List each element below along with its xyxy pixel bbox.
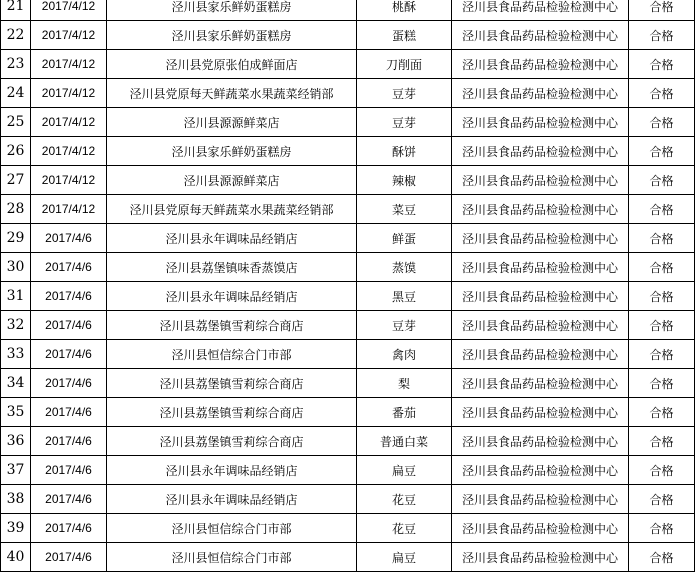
date-cell: 2017/4/12: [31, 166, 107, 195]
result-cell: 合格: [629, 398, 695, 427]
testing-agency-cell: 泾川县食品药品检验检测中心: [452, 21, 629, 50]
date-cell: 2017/4/6: [31, 369, 107, 398]
table-row: [1, 543, 695, 572]
result-cell: 合格: [629, 514, 695, 543]
date-cell: 2017/4/12: [31, 195, 107, 224]
sampled-unit-cell: 泾川县家乐鲜奶蛋糕房: [107, 137, 357, 166]
sample-name-cell: 普通白菜: [357, 427, 452, 456]
sample-name-cell: 桃酥: [357, 0, 452, 21]
sample-name-cell: 刀削面: [357, 50, 452, 79]
table-row: [1, 50, 695, 79]
sampled-unit-cell: 泾川县荔堡镇雪莉综合商店: [107, 427, 357, 456]
testing-agency-cell: 泾川县食品药品检验检测中心: [452, 166, 629, 195]
sampled-unit-cell: 泾川县家乐鲜奶蛋糕房: [107, 0, 357, 21]
table-row: [1, 137, 695, 166]
date-cell: 2017/4/6: [31, 398, 107, 427]
row-number-cell: 26: [1, 137, 31, 166]
row-number-cell: 34: [1, 369, 31, 398]
date-cell: 2017/4/6: [31, 224, 107, 253]
sampled-unit-cell: 泾川县荔堡镇味香蒸馍店: [107, 253, 357, 282]
table-row: [1, 166, 695, 195]
row-number-cell: 21: [1, 0, 31, 21]
table-row: [1, 398, 695, 427]
row-number-cell: 39: [1, 514, 31, 543]
testing-agency-cell: 泾川县食品药品检验检测中心: [452, 485, 629, 514]
sample-name-cell: 辣椒: [357, 166, 452, 195]
sample-name-cell: 扁豆: [357, 543, 452, 572]
table-row: [1, 195, 695, 224]
sample-name-cell: 蛋糕: [357, 21, 452, 50]
date-cell: 2017/4/12: [31, 79, 107, 108]
testing-agency-cell: 泾川县食品药品检验检测中心: [452, 398, 629, 427]
row-number-cell: 22: [1, 21, 31, 50]
sampled-unit-cell: 泾川县荔堡镇雪莉综合商店: [107, 311, 357, 340]
result-cell: 合格: [629, 224, 695, 253]
testing-agency-cell: 泾川县食品药品检验检测中心: [452, 108, 629, 137]
row-number-cell: 23: [1, 50, 31, 79]
date-cell: 2017/4/6: [31, 485, 107, 514]
testing-agency-cell: 泾川县食品药品检验检测中心: [452, 311, 629, 340]
result-cell: 合格: [629, 340, 695, 369]
date-cell: 2017/4/12: [31, 50, 107, 79]
table-row: [1, 427, 695, 456]
table-row: [1, 311, 695, 340]
testing-agency-cell: 泾川县食品药品检验检测中心: [452, 340, 629, 369]
result-cell: 合格: [629, 108, 695, 137]
row-number-cell: 38: [1, 485, 31, 514]
testing-agency-cell: 泾川县食品药品检验检测中心: [452, 79, 629, 108]
result-cell: 合格: [629, 369, 695, 398]
result-cell: 合格: [629, 50, 695, 79]
sampled-unit-cell: 泾川县荔堡镇雪莉综合商店: [107, 369, 357, 398]
result-cell: 合格: [629, 79, 695, 108]
table-row: [1, 514, 695, 543]
table-row: [1, 253, 695, 282]
sample-name-cell: 禽肉: [357, 340, 452, 369]
date-cell: 2017/4/6: [31, 282, 107, 311]
testing-agency-cell: 泾川县食品药品检验检测中心: [452, 514, 629, 543]
result-cell: 合格: [629, 137, 695, 166]
testing-agency-cell: 泾川县食品药品检验检测中心: [452, 137, 629, 166]
sampled-unit-cell: 泾川县党原张伯成鲜面店: [107, 50, 357, 79]
date-cell: 2017/4/12: [31, 0, 107, 21]
sample-name-cell: 鲜蛋: [357, 224, 452, 253]
row-number-cell: 33: [1, 340, 31, 369]
table-row: [1, 282, 695, 311]
table-body: [1, 0, 695, 572]
table-row: [1, 79, 695, 108]
sampled-unit-cell: 泾川县永年调味品经销店: [107, 485, 357, 514]
sampled-unit-cell: 泾川县源源鲜菜店: [107, 166, 357, 195]
result-cell: 合格: [629, 195, 695, 224]
testing-agency-cell: 泾川县食品药品检验检测中心: [452, 427, 629, 456]
sample-name-cell: 番茄: [357, 398, 452, 427]
table-row: [1, 369, 695, 398]
sampled-unit-cell: 泾川县永年调味品经销店: [107, 224, 357, 253]
sample-name-cell: 豆芽: [357, 311, 452, 340]
date-cell: 2017/4/6: [31, 253, 107, 282]
sampled-unit-cell: 泾川县党原每天鲜蔬菜水果蔬菜经销部: [107, 195, 357, 224]
date-cell: 2017/4/12: [31, 137, 107, 166]
row-number-cell: 31: [1, 282, 31, 311]
sampled-unit-cell: 泾川县党原每天鲜蔬菜水果蔬菜经销部: [107, 79, 357, 108]
result-cell: 合格: [629, 166, 695, 195]
testing-agency-cell: 泾川县食品药品检验检测中心: [452, 50, 629, 79]
row-number-cell: 28: [1, 195, 31, 224]
result-cell: 合格: [629, 485, 695, 514]
result-cell: 合格: [629, 253, 695, 282]
sampled-unit-cell: 泾川县源源鲜菜店: [107, 108, 357, 137]
table-row: [1, 21, 695, 50]
row-number-cell: 36: [1, 427, 31, 456]
date-cell: 2017/4/6: [31, 427, 107, 456]
row-number-cell: 30: [1, 253, 31, 282]
sample-name-cell: 豆芽: [357, 108, 452, 137]
result-cell: 合格: [629, 427, 695, 456]
row-number-cell: 24: [1, 79, 31, 108]
result-cell: 合格: [629, 21, 695, 50]
table-row: [1, 340, 695, 369]
row-number-cell: 29: [1, 224, 31, 253]
sampled-unit-cell: 泾川县荔堡镇雪莉综合商店: [107, 398, 357, 427]
row-number-cell: 27: [1, 166, 31, 195]
result-cell: 合格: [629, 543, 695, 572]
sample-name-cell: 花豆: [357, 485, 452, 514]
row-number-cell: 35: [1, 398, 31, 427]
table-row: [1, 485, 695, 514]
sample-name-cell: 花豆: [357, 514, 452, 543]
testing-agency-cell: 泾川县食品药品检验检测中心: [452, 195, 629, 224]
date-cell: 2017/4/12: [31, 108, 107, 137]
testing-agency-cell: 泾川县食品药品检验检测中心: [452, 253, 629, 282]
sampled-unit-cell: 泾川县家乐鲜奶蛋糕房: [107, 21, 357, 50]
testing-agency-cell: 泾川县食品药品检验检测中心: [452, 369, 629, 398]
date-cell: 2017/4/6: [31, 514, 107, 543]
date-cell: 2017/4/6: [31, 311, 107, 340]
row-number-cell: 32: [1, 311, 31, 340]
sample-name-cell: 蒸馍: [357, 253, 452, 282]
result-cell: 合格: [629, 311, 695, 340]
row-number-cell: 25: [1, 108, 31, 137]
date-cell: 2017/4/6: [31, 456, 107, 485]
testing-agency-cell: 泾川县食品药品检验检测中心: [452, 543, 629, 572]
result-cell: 合格: [629, 456, 695, 485]
testing-agency-cell: 泾川县食品药品检验检测中心: [452, 224, 629, 253]
result-cell: 合格: [629, 0, 695, 21]
testing-agency-cell: 泾川县食品药品检验检测中心: [452, 456, 629, 485]
sample-name-cell: 梨: [357, 369, 452, 398]
sampled-unit-cell: 泾川县永年调味品经销店: [107, 282, 357, 311]
sampled-unit-cell: 泾川县恒信综合门市部: [107, 543, 357, 572]
result-cell: 合格: [629, 282, 695, 311]
row-number-cell: 40: [1, 543, 31, 572]
sampled-unit-cell: 泾川县永年调味品经销店: [107, 456, 357, 485]
sampled-unit-cell: 泾川县恒信综合门市部: [107, 514, 357, 543]
table-row: [1, 0, 695, 21]
testing-agency-cell: 泾川县食品药品检验检测中心: [452, 0, 629, 21]
table-row: [1, 108, 695, 137]
sample-name-cell: 菜豆: [357, 195, 452, 224]
row-number-cell: 37: [1, 456, 31, 485]
sample-name-cell: 扁豆: [357, 456, 452, 485]
table-row: [1, 456, 695, 485]
date-cell: 2017/4/6: [31, 340, 107, 369]
date-cell: 2017/4/12: [31, 21, 107, 50]
table-row: [1, 224, 695, 253]
sample-name-cell: 酥饼: [357, 137, 452, 166]
sampled-unit-cell: 泾川县恒信综合门市部: [107, 340, 357, 369]
testing-agency-cell: 泾川县食品药品检验检测中心: [452, 282, 629, 311]
sample-name-cell: 黑豆: [357, 282, 452, 311]
date-cell: 2017/4/6: [31, 543, 107, 572]
sample-name-cell: 豆芽: [357, 79, 452, 108]
